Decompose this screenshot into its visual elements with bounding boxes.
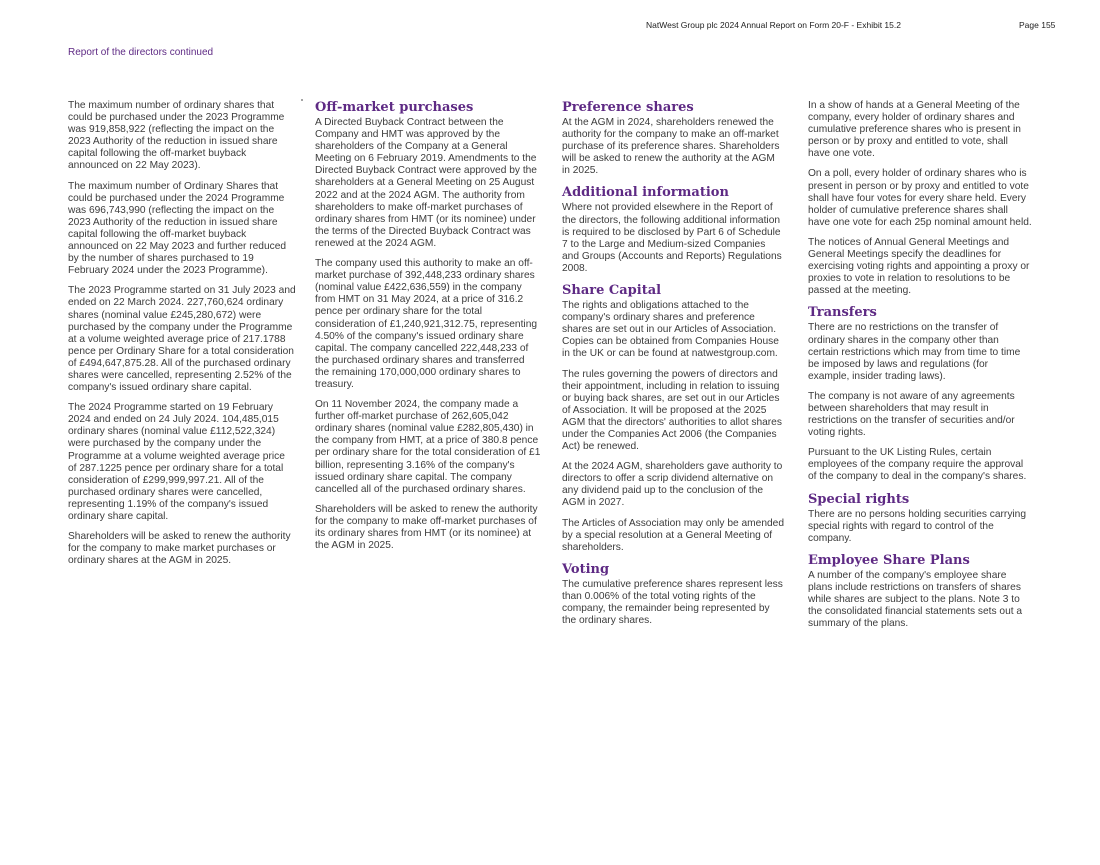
column-4 — [808, 100, 1032, 638]
paragraph: The Articles of Association may only be amended by a special resolution at a General Meeting of shareholders. — [562, 517, 784, 553]
paragraph: In a show of hands at a General Meeting of the company, every holder of ordinary shares and cumulative preference shares who is present in person or by proxy and entitled to vote, shall have one vote. — [808, 100, 1021, 160]
paragraph: A number of the company's employee share plans include restrictions on transfers of shares while shares are subject to the plans. Note 3 to the consolidated financial statements sets out a summary of the plans. — [808, 569, 1023, 630]
paragraph: On 11 November 2024, the company made a further off-market purchase of 262,605,042 ordinary shares (nominal value £282,805,430) in the company from HMT, at a price of 380.8 pence per ordinary share for the total consideration of £1 billion, representing 3.16% of the company's issued ordinary share capital. The company cancelled all of the purchased ordinary shares. — [315, 399, 541, 495]
heading-employee-share-plans: Employee Share Plans — [808, 552, 970, 568]
heading-special-rights: Special rights — [808, 491, 910, 507]
decorative-dot — [301, 99, 303, 101]
paragraph: Shareholders will be asked to renew the authority for the company to make market purchases or ordinary shares at the AGM in 2025. — [68, 531, 291, 567]
paragraph: There are no restrictions on the transfer of ordinary shares in the company other than certain restrictions which may from time to time be imposed by laws and regulations (for example, insider trading laws). — [808, 322, 1021, 382]
heading-voting: Voting — [562, 561, 610, 577]
paragraph: The cumulative preference shares represent less than 0.006% of the total voting rights of the company, the remainder being represented by the ordinary shares. — [562, 578, 783, 627]
heading-preference-shares: Preference shares — [562, 100, 694, 115]
section-title: Report of the directors continued — [68, 47, 214, 58]
page-number: Page 155 — [1019, 20, 1056, 30]
running-header: NatWest Group plc 2024 Annual Report on Form 20-F - Exhibit 15.2 — [646, 20, 901, 30]
heading-additional-information: Additional information — [562, 185, 729, 201]
paragraph: The notices of Annual General Meetings and General Meetings specify the deadlines for exercising voting rights and appointing a proxy or proxies to vote in relation to resolutions to be passed at the meeting. — [808, 236, 1030, 297]
column-2 — [315, 100, 541, 560]
paragraph: The rules governing the powers of directors and their appointment, including in relation to issuing or buying back shares, are set out in our Articles of Association. It will be proposed at the 2025 AGM that the directors' authorities to allot shares under the Companies Act 2006 (the Companies Act) be renewed. — [562, 368, 782, 453]
paragraph: The maximum number of Ordinary Shares that could be purchased under the 2024 Programme was 696,743,990 (reflecting the impact on the 2023 Authority of the reduction in issued share capital following the off-market buyback announced on 22 May 2023 and further reduced by the number of shares purchased to 19 February 2024 under the 2023 Programme). — [68, 180, 287, 277]
paragraph: There are no persons holding securities carrying special rights with regard to control of the company. — [808, 508, 1027, 544]
paragraph: On a poll, every holder of ordinary shares who is present in person or by proxy and entitled to vote shall have four votes for every share held. Every holder of cumulative preference shares shall have one vote for each 25p nominal amount held. — [808, 168, 1032, 228]
paragraph: A Directed Buyback Contract between the Company and HMT was approved by the shareholders of the Company at a General Meeting on 6 February 2019. Amendments to the Directed Buyback Contract were approved by the shareholders at a General Meeting on 25 August 2022 and at the 2024 AGM. The authority from shareholders to make off-market purchases of ordinary shares from HMT (or its nominee) under the terms of the Directed Buyback Contract was renewed at the 2024 AGM. — [315, 117, 537, 249]
heading-transfers: Transfers — [808, 305, 877, 321]
paragraph: The company is not aware of any agreements between shareholders that may result in restrictions on the transfer of securities and/or voting rights. — [808, 390, 1015, 439]
paragraph: The 2024 Programme started on 19 February 2024 and ended on 24 July 2024. 104,485,015 ordinary shares (nominal value £112,522,324) were purchased by the company under the Programme at a volume weighted average price of 287.1225 pence per ordinary share for a total consideration of £299,999,997.21. All of the purchased ordinary shares were cancelled, representing 1.19% of the company's issued ordinary share capital. — [68, 402, 285, 522]
paragraph: The maximum number of ordinary shares that could be purchased under the 2023 Programme was 919,858,922 (reflecting the impact on the 2023 Authority of the reduction in issued share capital following the off-market buyback announced on 22 May 2023). — [68, 100, 285, 172]
paragraph: At the 2024 AGM, shareholders gave authority to directors to offer a scrip dividend alternative on any dividend paid up to the conclusion of the AGM in 2027. — [562, 461, 783, 509]
paragraph: At the AGM in 2024, shareholders renewed the authority for the company to make an off-market purchase of its preference shares. Shareholders will be asked to renew the authority at the AGM in 2025. — [562, 117, 780, 177]
column-3 — [562, 100, 784, 635]
paragraph: Pursuant to the UK Listing Rules, certain employees of the company require the approval of the company to deal in the company's shares. — [808, 447, 1027, 483]
column-1 — [68, 100, 296, 575]
paragraph: The company used this authority to make an off-market purchase of 392,448,233 ordinary shares (nominal value £422,636,559) in the company from HMT on 31 May 2024, at a price of 316.2 pence per ordinary share for the total consideration of £1,240,921,312.75, representing 4.50% of the company's issued ordinary share capital. The company cancelled 222,448,233 of the purchased ordinary shares and transferred the remaining 170,000,000 ordinary shares to treasury. — [315, 258, 538, 390]
paragraph: The rights and obligations attached to the company's ordinary shares and preference shares are set out in our Articles of Association. Copies can be obtained from Companies House in the UK or can be found at natwestgroup.com. — [562, 300, 779, 360]
paragraph: Where not provided elsewhere in the Report of the directors, the following additional information is required to be disclosed by Part 6 of Schedule 7 to the Large and Medium-sized Companies and Groups (Accounts and Reports) Regulations 2008. — [562, 202, 782, 274]
heading-off-market-purchases: Off-market purchases — [315, 100, 474, 115]
heading-share-capital: Share Capital — [562, 283, 662, 299]
paragraph: Shareholders will be asked to renew the authority for the company to make off-market purchases of its ordinary shares from HMT (or its nominee) at the AGM in 2025. — [315, 503, 538, 552]
paragraph: The 2023 Programme started on 31 July 2023 and ended on 22 March 2024. 227,760,624 ordinary shares (nominal value £245,280,672) were purchased by the company under the Programme at a volume weighted average price of 217.1788 pence per Ordinary Share for a total consideration of £494,647,875.28. All of the purchased ordinary shares were cancelled, representing 2.52% of the company's issued ordinary share capital. — [68, 285, 296, 394]
